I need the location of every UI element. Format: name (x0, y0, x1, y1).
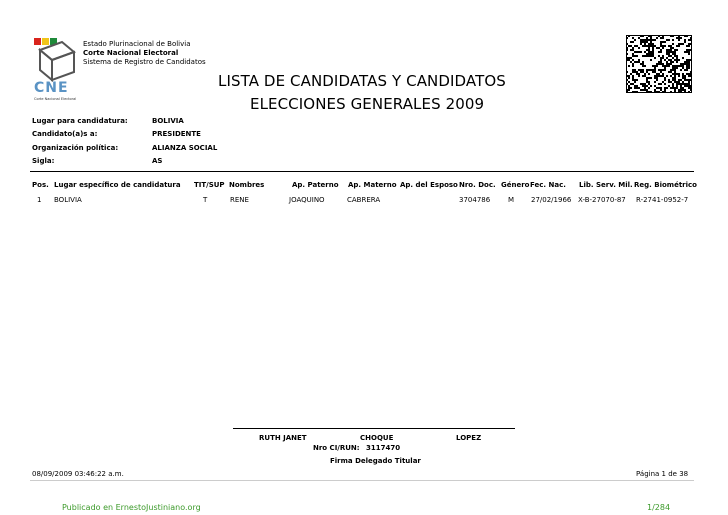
cell-paterno: JOAQUINO (289, 196, 325, 204)
info-label-organizacion: Organización política: (32, 144, 119, 152)
cell-pos: 1 (37, 196, 42, 204)
org-line-3: Sistema de Registro de Candidatos (83, 58, 206, 66)
signature-ci-value: 3117470 (366, 444, 401, 452)
info-value-candidato: PRESIDENTE (152, 130, 201, 138)
logo-subtext: Corte Nacional Electoral (34, 97, 77, 101)
signature-maternal: LOPEZ (456, 434, 482, 442)
cell-genero: M (508, 196, 515, 204)
col-fecnac: Fec. Nac. (530, 181, 566, 189)
info-label-candidato: Candidato(a)s a: (32, 130, 98, 138)
signature-ci-label: Nro CI/RUN: (313, 444, 360, 452)
info-value-sigla: AS (152, 157, 163, 165)
logo-text: CNE (34, 80, 69, 96)
col-genero: Género (501, 181, 530, 189)
page-indicator: Página 1 de 38 (636, 470, 689, 478)
cell-lugar: BOLIVIA (54, 196, 82, 204)
col-pos: Pos. (32, 181, 49, 189)
page-title: LISTA DE CANDIDATAS Y CANDIDATOS (218, 72, 506, 90)
info-value-organizacion: ALIANZA SOCIAL (152, 144, 218, 152)
cell-titsup: T (203, 196, 208, 204)
col-doc: Nro. Doc. (459, 181, 496, 189)
signature-name: RUTH JANET (259, 434, 307, 442)
qr-code (626, 35, 692, 93)
signature-paternal: CHOQUE (360, 434, 394, 442)
signature-line (233, 428, 515, 429)
cell-fecnac: 27/02/1966 (531, 196, 572, 204)
col-materno: Ap. Materno (348, 181, 397, 189)
cell-nombres: RENE (230, 196, 249, 204)
cell-doc: 3704786 (459, 196, 491, 204)
cell-materno: CABRERA (347, 196, 381, 204)
col-paterno: Ap. Paterno (292, 181, 339, 189)
cne-logo (30, 36, 80, 106)
col-libserv: Lib. Serv. Mil. (579, 181, 633, 189)
org-line-2: Corte Nacional Electoral (83, 49, 179, 57)
col-nombres: Nombres (229, 181, 265, 189)
col-titsup: TIT/SUP (194, 181, 225, 189)
info-label-lugar: Lugar para candidatura: (32, 117, 128, 125)
cell-libserv: X-B-27070-87 (578, 196, 626, 204)
published-link[interactable]: Publicado en ErnestoJustiniano.org (62, 503, 201, 512)
page-subtitle: ELECCIONES GENERALES 2009 (250, 95, 485, 113)
org-line-1: Estado Plurinacional de Bolivia (83, 40, 191, 48)
footer-divider (30, 480, 694, 481)
signature-role: Firma Delegado Titular (330, 457, 421, 465)
col-esposo: Ap. del Esposo (400, 181, 458, 189)
info-label-sigla: Sigla: (32, 157, 55, 165)
divider (30, 171, 694, 172)
cell-regbio: R-2741-0952-7 (636, 196, 689, 204)
timestamp: 08/09/2009 03:46:22 a.m. (32, 470, 124, 478)
doc-page-number: 1/284 (647, 503, 671, 512)
col-regbio: Reg. Biométrico (634, 181, 697, 189)
col-lugar: Lugar específico de candidatura (54, 181, 181, 189)
info-value-lugar: BOLIVIA (152, 117, 184, 125)
